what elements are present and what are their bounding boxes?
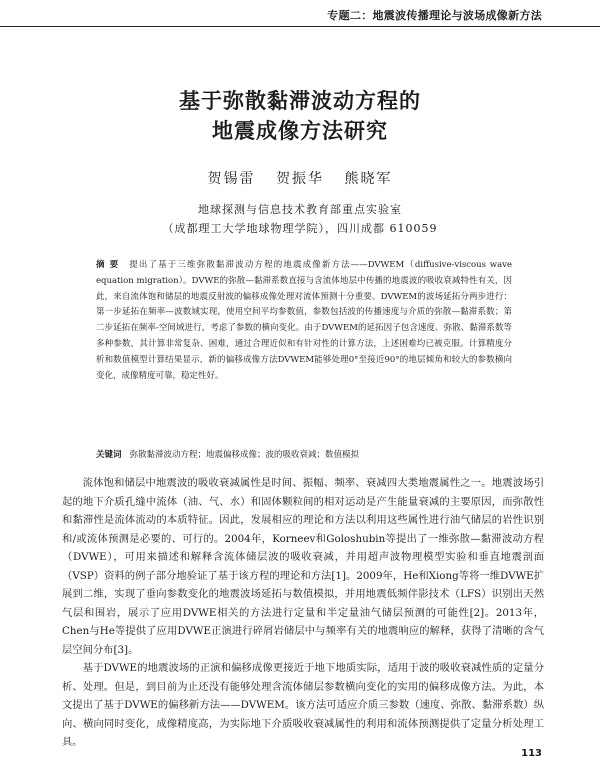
running-header-title: 专题二：地震波传播理论与波场成像新方法 — [327, 9, 542, 22]
body-paragraph-2: 基于DVWE的地震波场的正演和偏移成像更接近于地下地质实际，适用于波的吸收衰减性质的定量分析、处理。但是，到目前为止还没有能够处理含流体储层参数横向变化的实用的偏移成像方法。为此，本文提出了基于DVWE的偏移新方法——DVWEM。该方法可适应介质三参数（速度、弥散、黏滞系数）纵向、横向同时变化，成像精度高，为实际地下介质吸收衰减属性的利用和流体预测提供了定量分析处理工具。 — [62, 662, 544, 748]
affiliation-line-1: 地球探测与信息技术教育部重点实验室 — [198, 203, 402, 216]
author-list: 贺锡雷 贺振华 熊晓军 — [207, 171, 393, 187]
abstract-label: 摘要 — [96, 260, 124, 270]
page-number: 113 — [521, 748, 542, 759]
paper-title — [0, 86, 600, 146]
paper-title-line-1: 基于弥散黏滞波动方程的 — [179, 89, 421, 113]
affiliation — [0, 200, 600, 238]
running-header — [0, 0, 600, 27]
keywords-text: 弥散黏滞波动方程；地震偏移成像；波的吸收衰减；数值模拟 — [129, 450, 360, 460]
abstract — [96, 258, 512, 384]
body-text — [62, 474, 544, 752]
paper-title-line-2: 地震成像方法研究 — [212, 119, 388, 143]
abstract-text: 提出了基于三维弥散黏滞波动方程的地震成像新方法——DVWEM（diffusive-viscous wave equation migration）。DVWE的弥散—黏滞系数直接与含流体地层中传播的地震波的吸收衰减特性有关，因此，来自流体饱和储层的地震反射波的偏移成像处理对流体预测十分重要。DVWEM的波场延拓分两步进行：第一步延拓在频率—波数域实现，使用空间平均参数值，参数包括波的传播速度与介质的弥散—黏滞系数；第二步延拓在频率-空间域进行，考虑了参数的横向变化。由于DVWEM的延拓因子包含速度、弥散、黏滞系数等多种参数，其计算非常复杂、困难，通过合理近似和有针对性的计算方法，上述困难均已被克服。计算精度分析和数值模型计算结果显示，新的偏移成像方法DVWEM能够处理0°至接近90°的地层倾角和较大的参数横向变化，成像精度可靠，稳定性好。 — [96, 260, 512, 381]
keywords — [96, 448, 512, 462]
body-paragraph-1: 流体饱和储层中地震波的吸收衰减属性是时间、振幅、频率、衰减四大类地震属性之一。地震波场引起的地下介质孔缝中流体（油、气、水）和固体颗粒间的相对运动是产生能量衰减的主要原因，而弥散性和黏滞性是流体流动的本质特征。因此，发展相应的理论和方法以利用这些属性进行油气储层的岩性识别和/或流体预测是必要的、可行的。2004年，Korneev和Goloshubin等提出了一维弥散—黏滞波动方程（DVWE），可用来描述和解释含流体储层波的吸收衰减，并用超声波物理模型实验和垂直地震剖面（VSP）资料的例子部分地验证了基于该方程的理论和方法[1]。2009年，He和Xiong等将一维DVWE扩展到二维，实现了垂向参数变化的地震波场延拓与数值模拟，并用地震低频伴影技术（LFS）识别出天然气层和围岩，展示了应用DVWE相关的方法进行定量和半定量油气储层预测的可能性[2]。2013年，Chen与He等提供了应用DVWE正演进行碎屑岩储层中与频率有关的地震响应的解释，获得了清晰的含气层空间分布[3]。 — [62, 477, 544, 656]
keywords-label: 关键词 — [96, 450, 122, 460]
affiliation-line-2: （成都理工大学地球物理学院），四川成都 610059 — [162, 222, 438, 235]
